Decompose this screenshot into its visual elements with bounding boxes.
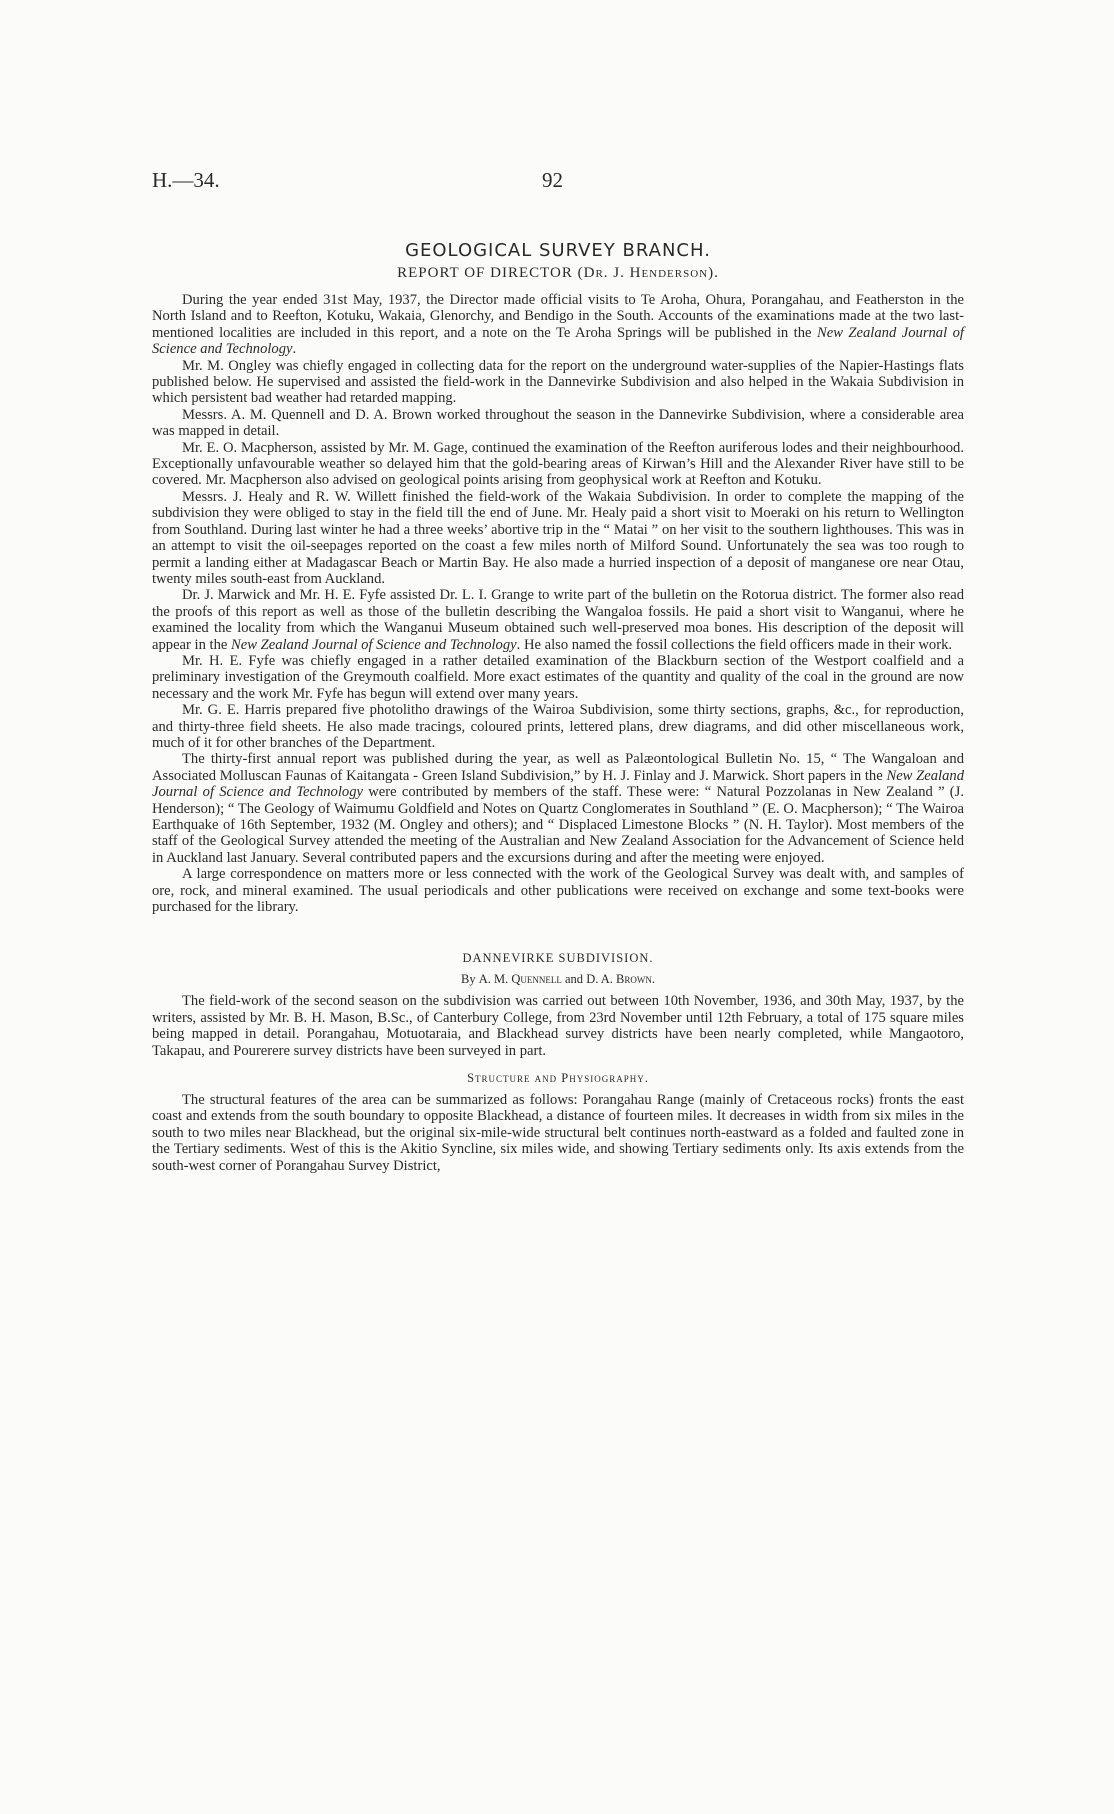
report-heading-suffix: ). xyxy=(708,265,719,281)
paragraph: Mr. H. E. Fyfe was chiefly engaged in a rather detailed examination of the Blackburn section of the Westport coalfield and a preliminary investigation of the Greymouth coalfield. More exact estimates of the quantity and quality of the coal in the ground are now necessary and the work Mr. Fyfe has begun will extend over many years. xyxy=(152,652,964,702)
section-heading: DANNEVIRKE SUBDIVISION. xyxy=(462,951,654,966)
paragraph: Mr. M. Ongley was chiefly engaged in collecting data for the report on the underground water-supplies of the Napier-Hastings flats published below. He supervised and assisted the field-work in the Dannevirke Subdivision and also helped in the Wakaia Subdivision in which persistent bad weather had retarded mapping. xyxy=(152,357,964,407)
report-heading-prefix: REPORT OF DIRECTOR ( xyxy=(397,265,584,281)
author-name: A. M. Quennell xyxy=(478,972,562,987)
page-body xyxy=(152,240,964,1174)
page-title: GEOLOGICAL SURVEY BRANCH. xyxy=(405,240,711,261)
paragraph: During the year ended 31st May, 1937, the Director made official visits to Te Aroha, Ohura, Porangahau, and Featherston in the North Island and to Reefton, Kotuku, Wakaia, Glenorchy, and Bendigo in the South. Accounts of the examinations made at the two last-mentioned localities are included in this report, and a note on the Te Aroha Springs will be published in the New Zealand Journal of Science and Technology. xyxy=(152,292,964,358)
section-byline: By A. M. Quennell and D. A. Brown. xyxy=(460,972,656,987)
document-reference: H.—34. xyxy=(152,168,220,192)
paragraph: Dr. J. Marwick and Mr. H. E. Fyfe assisted Dr. L. I. Grange to write part of the bulletin on the Rotorua district. The former also read the proofs of this report as well as those of the bulletin describing the Wangaloa fossils. He paid a short visit to Wanganui, where he examined the locality from which the Wanganui Museum obtained such well-preserved moa bones. His description of the deposit will appear in the New Zealand Journal of Science and Technology. He also named the fossil collections the field officers made in their work. xyxy=(152,587,964,653)
running-header xyxy=(152,168,962,192)
page-number: 92 xyxy=(542,168,563,192)
author-name: D. A. Brown xyxy=(586,972,652,987)
subheading: Structure and Physiography. xyxy=(467,1071,649,1086)
section-spacer xyxy=(152,915,964,951)
report-author: Dr. J. Henderson xyxy=(583,265,709,281)
paragraph: Messrs. A. M. Quennell and D. A. Brown worked throughout the season in the Dannevirke Subdivision, where a considerable area was mapped in detail. xyxy=(152,406,964,440)
paragraph: A large correspondence on matters more or less connected with the work of the Geological Survey was dealt with, and samples of ore, rock, and mineral examined. The usual periodicals and other publications were received on exchange and some text-books were purchased for the library. xyxy=(152,866,964,916)
paragraph: Mr. G. E. Harris prepared five photolitho drawings of the Wairoa Subdivision, some thirty sections, graphs, &c., for reproduction, and thirty-three field sheets. He also made tracings, coloured prints, lettered plans, drew diagrams, and did other miscellaneous work, much of it for other branches of the Department. xyxy=(152,702,964,751)
paragraph: Mr. E. O. Macpherson, assisted by Mr. M. Gage, continued the examination of the Reefton auriferous lodes and their neighbourhood. Exceptionally unfavourable weather so delayed him that the gold-bearing areas of Kirwan’s Hill and the Alexander River have still to be covered. Mr. Macpherson also advised on geological points arising from geophysical work at Reefton and Kotuku. xyxy=(152,439,964,489)
paragraph: Messrs. J. Healy and R. W. Willett finished the field-work of the Wakaia Subdivision. In order to complete the mapping of the subdivision they were obliged to stay in the field till the end of June. Mr. Healy paid a short visit to Moeraki on his return to Wellington from Southland. During last winter he had a three weeks’ abortive trip in the “ Matai ” on her visit to the southern lighthouses. This was in an attempt to visit the oil-seepages reported on the coast a few miles north of Milford Sound. Unfortunately the sea was too rough to permit a landing either at Madagascar Beach or Martin Bay. He also made a hurried inspection of a deposit of manganese ore near Otau, twenty miles south-east from Auckland. xyxy=(152,488,964,587)
paragraph: The structural features of the area can be summarized as follows: Porangahau Range (mainly of Cretaceous rocks) fronts the east coast and extends from the south boundary to opposite Blackhead, a distance of fourteen miles. It decreases in width from six miles in the south to two miles near Blackhead, but the original six-mile-wide structural belt continues north-eastward as a folded and faulted zone in the Tertiary sediments. West of this is the Akitio Syncline, six miles wide, and showing Tertiary sediments only. Its axis extends from the south-west corner of Porangahau Survey District, xyxy=(152,1092,964,1174)
paragraph: The field-work of the second season on the subdivision was carried out between 10th November, 1936, and 30th May, 1937, by the writers, assisted by Mr. B. H. Mason, B.Sc., of Canterbury College, from 23rd November until 12th February, a total of 175 square miles being mapped in detail. Porangahau, Motuotaraia, and Blackhead survey districts have been nearly completed, while Mangaotoro, Takapau, and Pourerere survey districts have been surveyed in part. xyxy=(152,993,964,1059)
paragraph: The thirty-first annual report was published during the year, as well as Palæontological Bulletin No. 15, “ The Wangaloan and Associated Molluscan Faunas of Kaitangata - Green Island Subdivision,” by H. J. Finlay and J. Marwick. Short papers in the New Zealand Journal of Science and Technology were contributed by members of the staff. These were: “ Natural Pozzolanas in New Zealand ” (J. Henderson); “ The Geology of Waimumu Goldfield and Notes on Quartz Conglomerates in Southland ” (E. O. Macpherson); “ The Wairoa Earthquake of 16th September, 1932 (M. Ongley and others); and “ Displaced Limestone Blocks ” (N. H. Taylor). Most members of the staff of the Geological Survey attended the meeting of the Australian and New Zealand Association for the Advancement of Science held in Auckland last January. Several contributed papers and the excursions during and after the meeting were enjoyed. xyxy=(152,751,965,866)
report-heading xyxy=(152,265,964,282)
